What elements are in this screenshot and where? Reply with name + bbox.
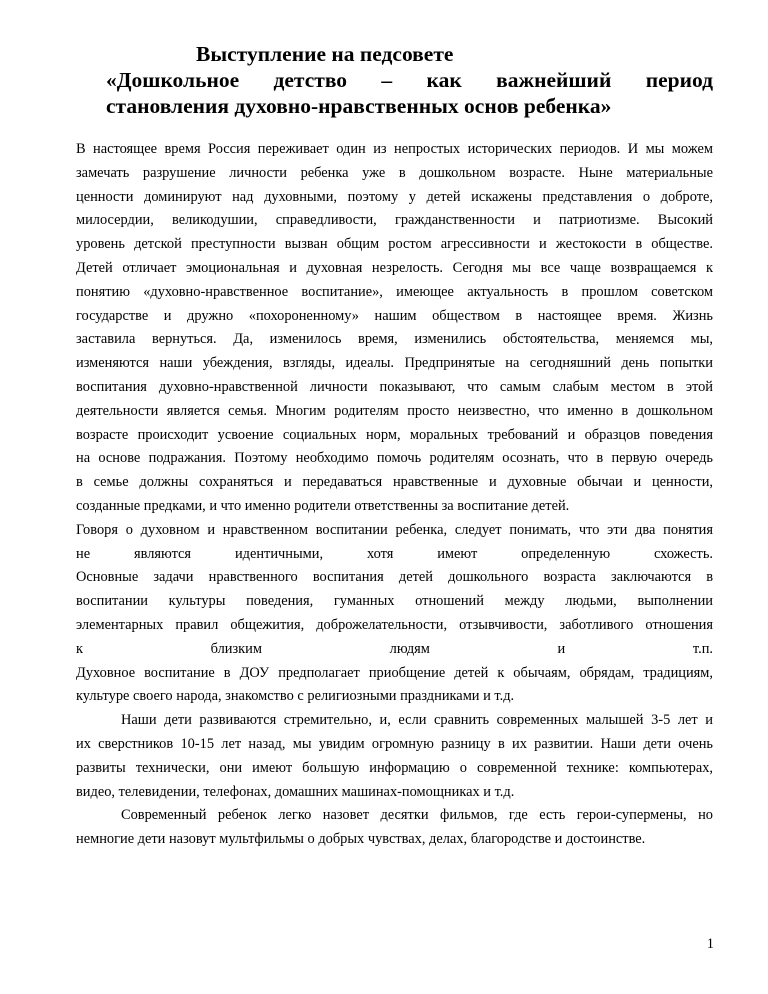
- text-line: воспитания духовно-нравственной личности показывают, что самым слабым местом в этой: [76, 378, 713, 395]
- text-line: на основе подражания. Поэтому необходимо помочь родителям осознать, что в первую очередь: [76, 450, 713, 467]
- text-line: Говоря о духовном и нравственном воспитании ребенка, следует понимать, что эти два понятия: [76, 521, 713, 538]
- text-line: воспитании культуры поведения, гуманных отношений между людьми, выполнении: [76, 593, 713, 610]
- text-line: изменяются наши убеждения, взгляды, идеалы. Предпринятые на сегодняшний день попытки: [76, 355, 713, 372]
- text-line: элементарных правил общежития, доброжелательности, отзывчивости, заботливого отношения: [76, 616, 713, 633]
- text-line: возрасте происходит усвоение социальных норм, моральных требований и образцов поведения: [76, 426, 713, 443]
- text-line: не являются идентичными, хотя имеют определенную схожесть.: [76, 545, 713, 562]
- text-line: В настоящее время Россия переживает один из непростых исторических периодов. И мы можем: [76, 141, 713, 157]
- text-line: немногие дети назовут мультфильмы о добрых чувствах, делах, благородстве и достоинстве.: [76, 831, 646, 848]
- paragraph-2: [76, 519, 713, 662]
- title-line-1: Выступление на педсовете: [196, 42, 454, 66]
- text-line: Основные задачи нравственного воспитания детей дошкольного возраста заключаются в: [76, 569, 713, 586]
- title-line-2: «Дошкольное детство – как важнейший период: [106, 68, 713, 92]
- paragraph-4: [76, 709, 713, 804]
- text-line: замечать разрушение личности ребенка уже в дошкольном возрасте. Ныне материальные: [76, 164, 713, 181]
- text-line: Духовное воспитание в ДОУ предполагает приобщение детей к обычаям, обрядам, традициям,: [76, 664, 713, 681]
- document-title: [106, 41, 713, 119]
- page-number: 1: [706, 936, 714, 952]
- text-line: видео, телевидении, телефонах, домашних машинах-помощниках и т.д.: [76, 783, 515, 800]
- text-line: культуре своего народа, знакомство с религиозными праздниками и т.д.: [76, 688, 515, 705]
- paragraph-1: [76, 138, 713, 519]
- text-line: их сверстников 10-15 лет назад, мы увидим огромную разницу в их развитии. Наши дети очень: [76, 735, 713, 752]
- text-line: к близким людям и т.п.: [76, 640, 713, 657]
- text-line: деятельности является семья. Многим родителям просто неизвестно, что именно в дошкольном: [76, 402, 713, 419]
- text-line: заставила вернуться. Да, изменилось время, изменились обстоятельства, меняемся мы,: [76, 331, 713, 348]
- text-line: государстве и дружно «похороненному» нашим обществом в настоящее время. Жизнь: [76, 307, 713, 324]
- text-line: Наши дети развиваются стремительно, и, если сравнить современных малышей 3-5 лет и: [121, 712, 713, 729]
- paragraph-3: [76, 662, 713, 710]
- text-line: милосердии, великодушии, справедливости, гражданственности и патриотизме. Высокий: [76, 212, 713, 229]
- title-line-3: становления духовно-нравственных основ ребенка»: [106, 94, 612, 118]
- text-line: развиты технически, они имеют большую информацию о современной технике: компьютерах,: [76, 759, 713, 776]
- text-line: Современный ребенок легко назовет десятки фильмов, где есть герои-супермены, но: [121, 807, 713, 824]
- paragraph-5: [76, 804, 713, 852]
- text-line: уровень детской преступности вызван общим ростом агрессивности и жестокости в обществе.: [76, 236, 713, 253]
- text-line: понятию «духовно-нравственное воспитание», имеющее актуальность в прошлом советском: [76, 283, 713, 300]
- text-line: Детей отличает эмоциональная и духовная незрелость. Сегодня мы все чаще возвращаемся к: [76, 259, 713, 276]
- text-line: созданные предками, и что именно родители ответственны за воспитание детей.: [76, 497, 570, 514]
- text-line: в семье должны сохраняться и передаваться нравственные и духовные обычаи и ценности,: [76, 474, 713, 491]
- text-line: ценности доминируют над духовными, поэтому у детей искажены представления о доброте,: [76, 188, 713, 205]
- document-body: [76, 138, 713, 852]
